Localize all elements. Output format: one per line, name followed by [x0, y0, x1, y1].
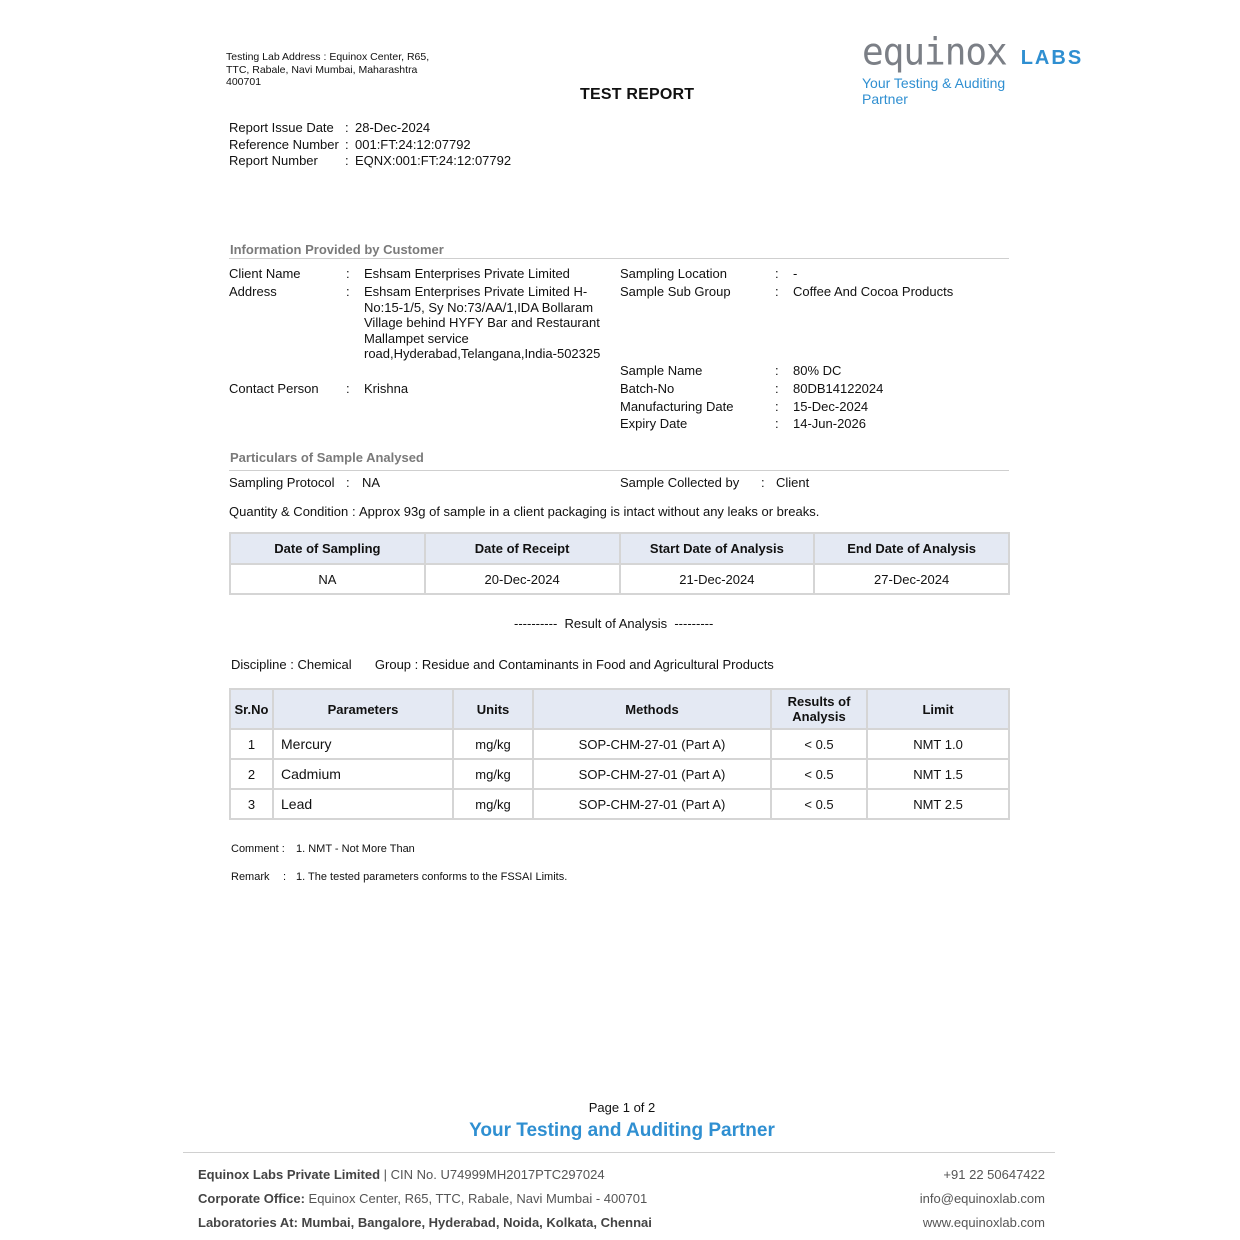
- contact-person: Krishna: [364, 381, 409, 396]
- mfg-date: 15-Dec-2024: [793, 399, 869, 414]
- parameter: Cadmium: [273, 759, 453, 789]
- table-row: [230, 789, 1009, 819]
- company-line: [198, 1167, 605, 1182]
- page-title: TEST REPORT: [580, 86, 695, 103]
- divider: [183, 1152, 1055, 1153]
- parameter: Mercury: [273, 729, 453, 759]
- remark-label: Remark: [231, 871, 270, 883]
- client-name-label: Client Name: [229, 266, 301, 281]
- discipline-line: [231, 657, 774, 672]
- table-header: Units: [453, 689, 533, 729]
- table-header: Methods: [533, 689, 771, 729]
- unit: mg/kg: [453, 729, 533, 759]
- table-row: [230, 759, 1009, 789]
- sample-sub-group-label: Sample Sub Group: [620, 284, 731, 299]
- header-line: Analysis: [792, 709, 846, 724]
- result: < 0.5: [771, 789, 867, 819]
- method: SOP-CHM-27-01 (Part A): [533, 789, 771, 819]
- address-label: Address: [229, 284, 277, 299]
- website-link[interactable]: www.equinoxlab.com: [922, 1215, 1045, 1230]
- meta-label: Report Issue Date: [229, 120, 334, 135]
- table-header-results: [771, 689, 867, 729]
- address-line: Village behind HYFY Bar and Restaurant: [364, 315, 600, 330]
- address-line: Eshsam Enterprises Private Limited H-: [364, 284, 588, 299]
- section-title-particulars: Particulars of Sample Analysed: [230, 450, 424, 465]
- sampling-protocol: NA: [362, 475, 381, 490]
- email-link[interactable]: info@equinoxlab.com: [919, 1191, 1045, 1206]
- collected-by: Client: [776, 475, 810, 490]
- logo-tagline: Your Testing & Auditing Partner: [862, 75, 1006, 107]
- meta-row: Reference Number : 001:FT:24:12:07792: [229, 136, 471, 152]
- header-line: Results of: [787, 694, 851, 709]
- address-line: Mallampet service: [364, 330, 469, 346]
- result-heading: ---------- Result of Analysis ---------: [514, 616, 714, 631]
- sample-name: 80% DC: [793, 363, 842, 378]
- expiry-label: Expiry Date: [620, 416, 688, 431]
- page-number: Page 1 of 2: [588, 1100, 656, 1115]
- cin: | CIN No. U74999MH2017PTC297024: [380, 1167, 605, 1182]
- corp-label: Corporate Office:: [198, 1191, 305, 1206]
- table-cell: 20-Dec-2024: [425, 564, 620, 594]
- sample-name-label: Sample Name: [620, 363, 703, 378]
- table-header: Date of Sampling: [230, 533, 425, 564]
- meta-label: Report Number: [229, 153, 318, 168]
- lab-address: [226, 51, 456, 89]
- meta-row: Report Issue Date : 28-Dec-2024: [229, 120, 431, 135]
- corporate-office-line: [198, 1191, 647, 1206]
- divider: [229, 470, 1009, 471]
- company-name: Equinox Labs Private Limited: [198, 1167, 381, 1182]
- unit: mg/kg: [453, 789, 533, 819]
- results-table: [229, 688, 1010, 820]
- limit: NMT 1.5: [867, 759, 1009, 789]
- address-line: road,Hyderabad,Telangana,India-502325: [364, 346, 601, 361]
- result: < 0.5: [771, 729, 867, 759]
- group: Group : Residue and Contaminants in Food and Agricultural Products: [374, 657, 774, 672]
- result: < 0.5: [771, 759, 867, 789]
- table-header: Sr.No: [230, 689, 273, 729]
- dates-table: [229, 532, 1010, 595]
- logo-labs: LABS: [1020, 47, 1084, 69]
- sr-no: 1: [230, 729, 273, 759]
- quantity-condition: Approx 93g of sample in a client packaging is intact without any leaks or breaks.: [359, 504, 820, 519]
- limit: NMT 1.0: [867, 729, 1009, 759]
- lab-address-line: TTC, Rabale, Navi Mumbai, Maharashtra: [226, 63, 418, 76]
- lab-address-line: 400701: [226, 76, 262, 88]
- table-header: Start Date of Analysis: [620, 533, 815, 564]
- unit: mg/kg: [453, 759, 533, 789]
- table-row: [230, 564, 1009, 594]
- comment-label: Comment :: [231, 843, 285, 855]
- batch-label: Batch-No: [620, 381, 675, 396]
- footer-tagline: Your Testing and Auditing Partner: [469, 1120, 775, 1141]
- section-title-customer: Information Provided by Customer: [230, 242, 444, 257]
- corp-address: Equinox Center, R65, TTC, Rabale, Navi Mumbai - 400701: [304, 1191, 648, 1206]
- batch-no: 80DB14122024: [793, 381, 884, 396]
- expiry-date: 14-Jun-2026: [793, 416, 866, 431]
- table-header-row: [230, 689, 1009, 729]
- report-meta: [229, 120, 511, 170]
- laboratories-line: [198, 1215, 652, 1230]
- method: SOP-CHM-27-01 (Part A): [533, 729, 771, 759]
- sr-no: 2: [230, 759, 273, 789]
- comment: 1. NMT - Not More Than: [296, 843, 415, 855]
- laboratories: Laboratories At: Mumbai, Bangalore, Hyderabad, Noida, Kolkata, Chennai: [198, 1215, 652, 1230]
- table-header: Parameters: [273, 689, 453, 729]
- table-header-row: [230, 533, 1009, 564]
- meta-value: 001:FT:24:12:07792: [355, 136, 471, 152]
- contact-label: Contact Person: [229, 381, 319, 396]
- table-row: [230, 729, 1009, 759]
- company-logo: [862, 30, 1084, 107]
- phone: +91 22 50647422: [943, 1167, 1045, 1182]
- mfg-label: Manufacturing Date: [620, 399, 734, 414]
- sample-sub-group: Coffee And Cocoa Products: [793, 284, 954, 299]
- sr-no: 3: [230, 789, 273, 819]
- meta-value: EQNX:001:FT:24:12:07792: [355, 153, 512, 168]
- table-cell: 27-Dec-2024: [814, 564, 1009, 594]
- table-header: End Date of Analysis: [814, 533, 1009, 564]
- logo-wordmark: equinox: [862, 30, 1007, 75]
- divider: [229, 258, 1009, 259]
- limit: NMT 2.5: [867, 789, 1009, 819]
- lab-address-line: Testing Lab Address : Equinox Center, R65,: [226, 51, 430, 63]
- sampling-location: -: [793, 266, 798, 281]
- quantity-label: Quantity & Condition: [229, 504, 349, 519]
- table-cell: NA: [230, 564, 425, 594]
- client-name: Eshsam Enterprises Private Limited: [364, 266, 570, 281]
- method: SOP-CHM-27-01 (Part A): [533, 759, 771, 789]
- table-header: Date of Receipt: [425, 533, 620, 564]
- sampling-location-label: Sampling Location: [620, 266, 727, 281]
- collected-label: Sample Collected by: [620, 475, 740, 490]
- discipline: Discipline : Chemical: [231, 657, 352, 672]
- meta-row: Report Number : EQNX:001:FT:24:12:07792: [229, 153, 512, 168]
- address-line: No:15-1/5, Sy No:73/AA/1,IDA Bollaram: [364, 299, 594, 315]
- protocol-label: Sampling Protocol: [229, 475, 335, 490]
- remark: 1. The tested parameters conforms to the FSSAI Limits.: [296, 871, 568, 883]
- table-cell: 21-Dec-2024: [620, 564, 815, 594]
- address: [364, 284, 614, 362]
- meta-label: Reference Number: [229, 136, 339, 152]
- parameter: Lead: [273, 789, 453, 819]
- table-header: Limit: [867, 689, 1009, 729]
- meta-value: 28-Dec-2024: [355, 120, 431, 135]
